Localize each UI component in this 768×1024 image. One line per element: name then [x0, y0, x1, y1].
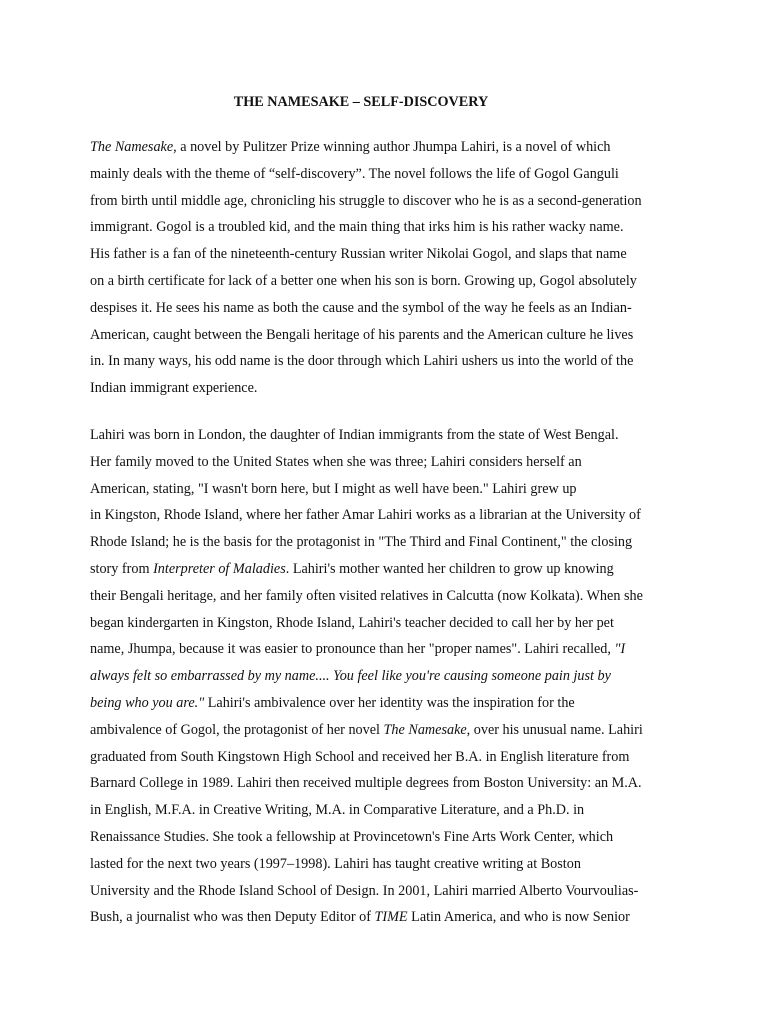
italic-text: "I — [614, 641, 626, 658]
italic-text: Interpreter of Maladies — [153, 561, 286, 577]
text-run: Latin America, and who is now Senior — [407, 909, 630, 926]
italic-text: The Namesake — [90, 139, 174, 155]
text-run: . Lahiri's mother wanted her children to grow up knowing — [285, 561, 614, 577]
text-line — [90, 694, 575, 712]
text-run: in English, M.F.A. in Creative Writing, M.A. in Comparative Literature, and a Ph.D. in — [90, 802, 585, 819]
text-line — [90, 533, 632, 551]
text-run: mainly deals with the theme of “self-discovery”. The novel follows the life of Gogol Ganguli — [90, 165, 619, 182]
text-line — [90, 908, 630, 926]
text-run: ambivalence of Gogol, the protagonist of her novel — [90, 721, 384, 738]
text-run: Barnard College in 1989. Lahiri then received multiple degrees from Boston University: an M.A. — [90, 775, 642, 792]
text-line — [90, 882, 638, 900]
text-line — [90, 379, 257, 397]
text-line — [90, 352, 633, 370]
text-run: in. In many ways, his odd name is the door through which Lahiri ushers us into the world of the — [90, 353, 634, 370]
italic-text: always felt so embarrassed by my name.... You feel like you're causing someone pain just by — [90, 668, 611, 685]
text-run: despises it. He sees his name as both the cause and the symbol of the way he feels as an Indian- — [90, 299, 632, 316]
italic-text: The Namesake, — [383, 721, 471, 738]
text-run: began kindergarten in Kingston, Rhode Island, Lahiri's teacher decided to call her by her pet — [90, 614, 614, 631]
text-run: Bush, a journalist who was then Deputy Editor of — [90, 909, 375, 926]
text-run: American, caught between the Bengali heritage of his parents and the American culture he lives — [90, 326, 634, 343]
text-run: story from — [90, 561, 154, 577]
document-title: THE NAMESAKE – SELF-DISCOVERY — [233, 94, 489, 110]
text-run: Her family moved to the United States when she was three; Lahiri considers herself an — [90, 453, 582, 470]
text-line — [90, 138, 611, 156]
text-line — [90, 245, 627, 263]
text-run: Renaissance Studies. She took a fellowship at Provincetown's Fine Arts Work Center, which — [90, 829, 614, 845]
text-line — [90, 748, 629, 766]
text-run: Indian immigrant experience. — [90, 380, 258, 397]
text-line — [90, 640, 625, 658]
text-run: lasted for the next two years (1997–1998). Lahiri has taught creative writing at Boston — [90, 855, 581, 872]
text-line — [90, 721, 643, 739]
text-run: on a birth certificate for lack of a better one when his son is born. Growing up, Gogol absolutely — [90, 273, 637, 289]
italic-text: being who you are." — [90, 695, 205, 711]
text-run: graduated from South Kingstown High School and received her B.A. in English literature from — [90, 748, 630, 765]
text-line — [90, 828, 613, 846]
text-line — [90, 801, 584, 819]
text-run: Lahiri was born in London, the daughter of Indian immigrants from the state of West Bengal. — [90, 427, 619, 443]
text-run: immigrant. Gogol is a troubled kid, and the main thing that irks him is his rather wacky name. — [90, 219, 624, 236]
text-line — [90, 560, 614, 578]
text-line — [90, 299, 632, 317]
text-line — [90, 587, 643, 605]
text-run: from birth until middle age, chronicling his struggle to discover who he is as a second-generation — [90, 192, 642, 209]
text-run: , a novel by Pulitzer Prize winning author Jhumpa Lahiri, is a novel of which — [173, 139, 611, 155]
text-run: Lahiri's ambivalence over her identity was the inspiration for the — [204, 695, 575, 711]
text-line — [90, 667, 611, 685]
text-run: over his unusual name. Lahiri — [470, 721, 643, 738]
text-line — [90, 218, 624, 236]
text-run: University and the Rhode Island School of Design. In 2001, Lahiri married Alberto Vourvoulias- — [90, 882, 639, 899]
text-line — [90, 614, 614, 632]
italic-text: TIME — [374, 909, 408, 926]
text-line — [90, 480, 577, 498]
text-run: American, stating, "I wasn't born here, but I might as well have been." Lahiri grew up — [90, 480, 577, 497]
text-line — [90, 326, 633, 344]
text-run: their Bengali heritage, and her family often visited relatives in Calcutta (now Kolkata). When she — [90, 587, 643, 604]
text-line — [90, 272, 637, 290]
text-line — [90, 165, 619, 183]
text-line — [90, 774, 642, 792]
text-line — [90, 426, 619, 444]
text-run: in Kingston, Rhode Island, where her father Amar Lahiri works as a librarian at the University of — [90, 507, 641, 524]
text-run: Rhode Island; he is the basis for the protagonist in "The Third and Final Continent," the closing — [90, 534, 633, 551]
text-line — [90, 453, 582, 471]
text-line — [90, 855, 581, 873]
text-run: His father is a fan of the nineteenth-century Russian writer Nikolai Gogol, and slaps that name — [90, 246, 627, 263]
text-run: name, Jhumpa, because it was easier to pronounce than her "proper names". Lahiri recalled, — [90, 641, 615, 658]
text-line — [90, 192, 642, 210]
text-line — [90, 506, 641, 524]
